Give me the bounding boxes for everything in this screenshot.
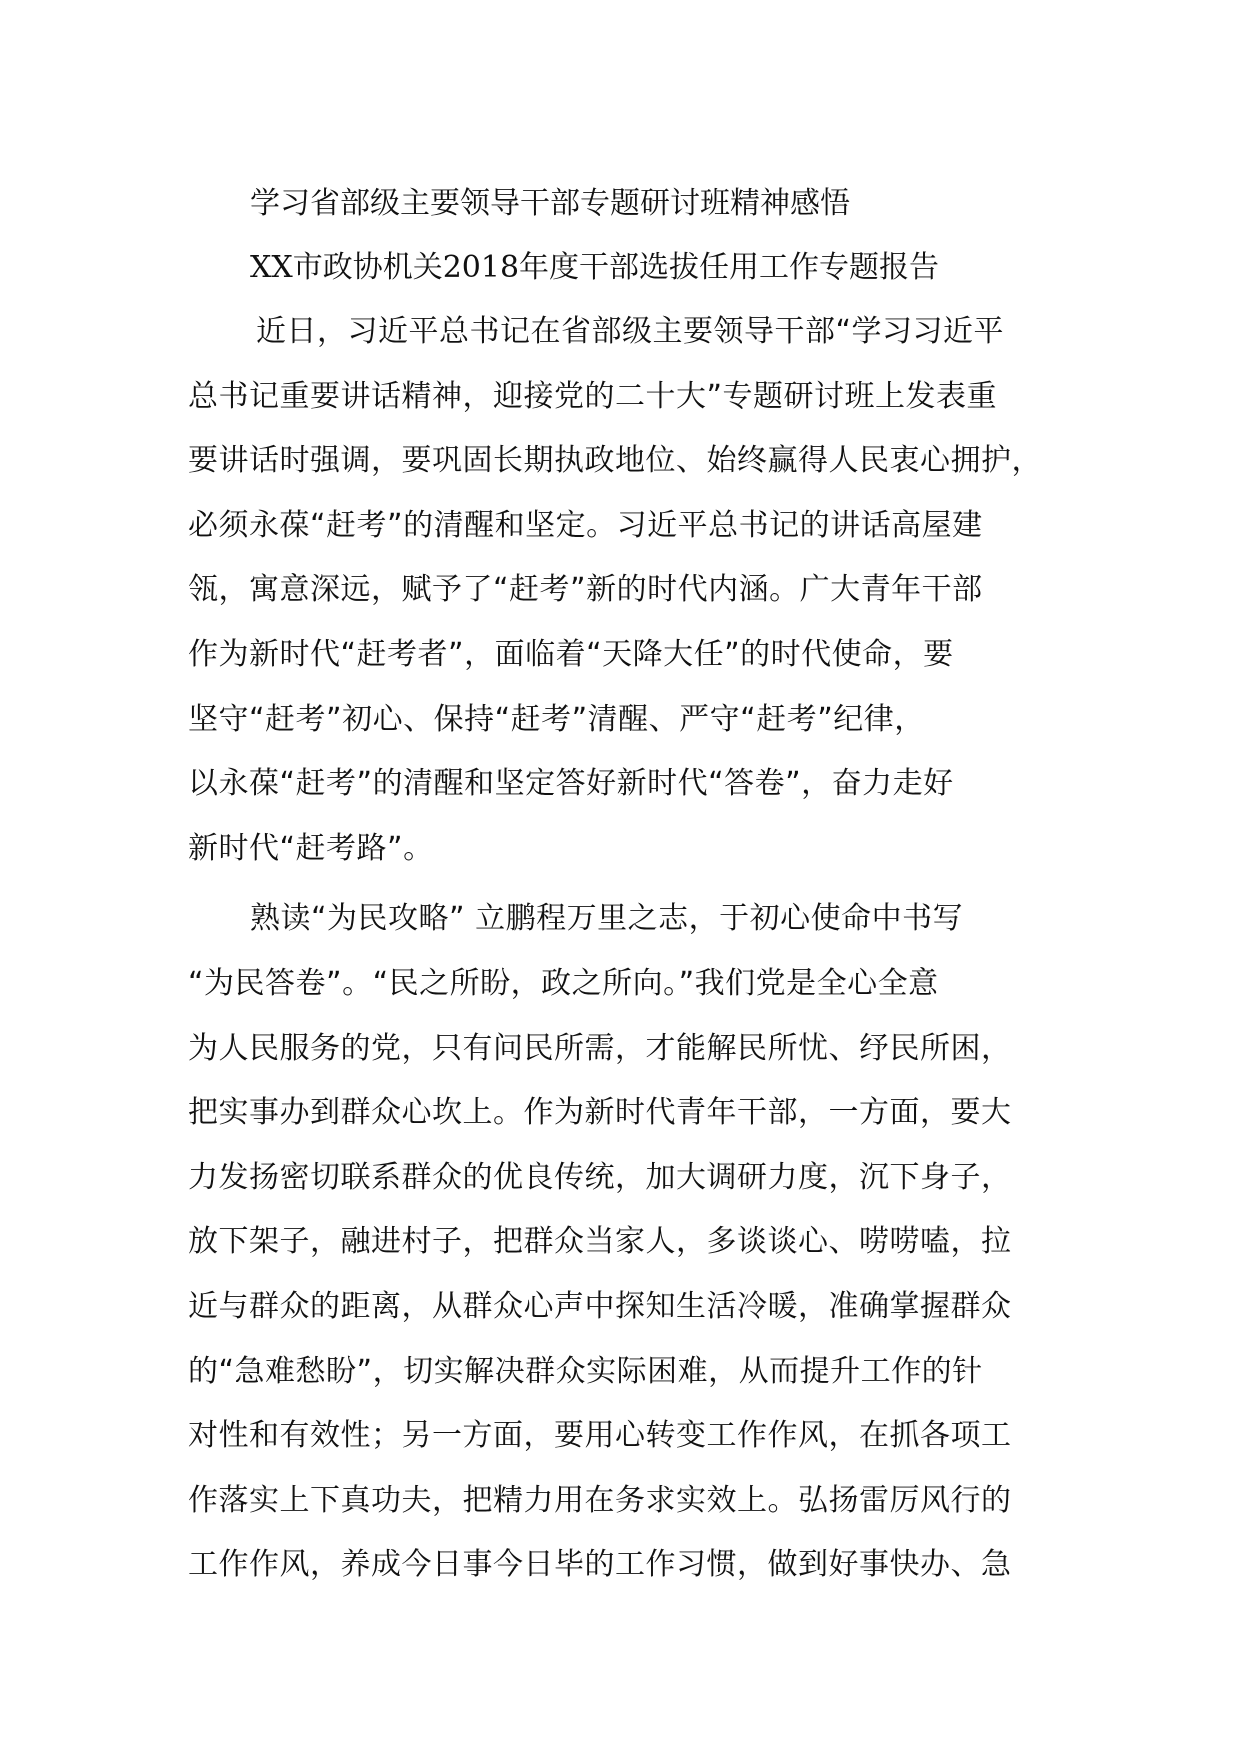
document-page (188, 172, 1088, 1598)
paragraph-line: 要讲话时强调，要巩固长期执政地位、始终赢得人民衷心拥护， (188, 443, 1042, 479)
paragraph-line: 瓴，寓意深远，赋予了“赶考”新的时代内涵。广大青年干部 (188, 572, 983, 608)
paragraph-line: 力发扬密切联系群众的优良传统，加大调研力度，沉下身子， (188, 1159, 1012, 1195)
paragraph-line: 工作作风，养成今日事今日毕的工作习惯，做到好事快办、急 (188, 1547, 1012, 1583)
paragraph-line: 熟读“为民攻略” 立鹏程万里之志，于初心使命中书写 (250, 901, 964, 937)
document-subtitle: XX市政协机关2018年度干部选拔任用工作专题报告 (250, 250, 940, 285)
paragraph-line: 的“急难愁盼”，切实解决群众实际困难，从而提升工作的针 (188, 1353, 983, 1389)
paragraph-line: 为人民服务的党，只有问民所需，才能解民所忧、纾民所困， (188, 1030, 1012, 1066)
paragraph-2 (188, 887, 1088, 1598)
paragraph-line: 以永葆“赶考”的清醒和坚定答好新时代“答卷”，奋力走好 (188, 766, 954, 802)
paragraph-line: 放下架子，融进村子，把群众当家人，多谈谈心、唠唠嗑，拉 (188, 1224, 1012, 1260)
paragraph-line: 近与群众的距离，从群众心声中探知生活冷暖，准确掌握群众 (188, 1288, 1012, 1324)
paragraph-line: 作为新时代“赶考者”，面临着“天降大任”的时代使命，要 (188, 636, 954, 672)
paragraph-line: 作落实上下真功夫，把精力用在务求实效上。弘扬雷厉风行的 (188, 1482, 1012, 1518)
paragraph-line: 坚守“赶考”初心、保持“赶考”清醒、严守“赶考”纪律， (188, 701, 925, 737)
paragraph-line: 总书记重要讲话精神，迎接党的二十大”专题研讨班上发表重 (188, 378, 998, 414)
paragraph-1 (188, 300, 1088, 881)
paragraph-line: 近日，习近平总书记在省部级主要领导干部“学习习近平 (256, 314, 1005, 349)
paragraph-line: 把实事办到群众心坎上。作为新时代青年干部，一方面，要大 (188, 1095, 1012, 1131)
paragraph-line: 新时代“赶考路”。 (188, 830, 434, 866)
paragraph-line: 必须永葆“赶考”的清醒和坚定。习近平总书记的讲话高屋建 (188, 507, 983, 543)
paragraph-line: 对性和有效性；另一方面，要用心转变工作作风，在抓各项工 (188, 1418, 1012, 1454)
paragraph-line: “为民答卷”。“民之所盼，政之所向。”我们党是全心全意 (188, 965, 939, 1001)
document-title: 学习省部级主要领导干部专题研讨班精神感悟 (250, 186, 850, 221)
